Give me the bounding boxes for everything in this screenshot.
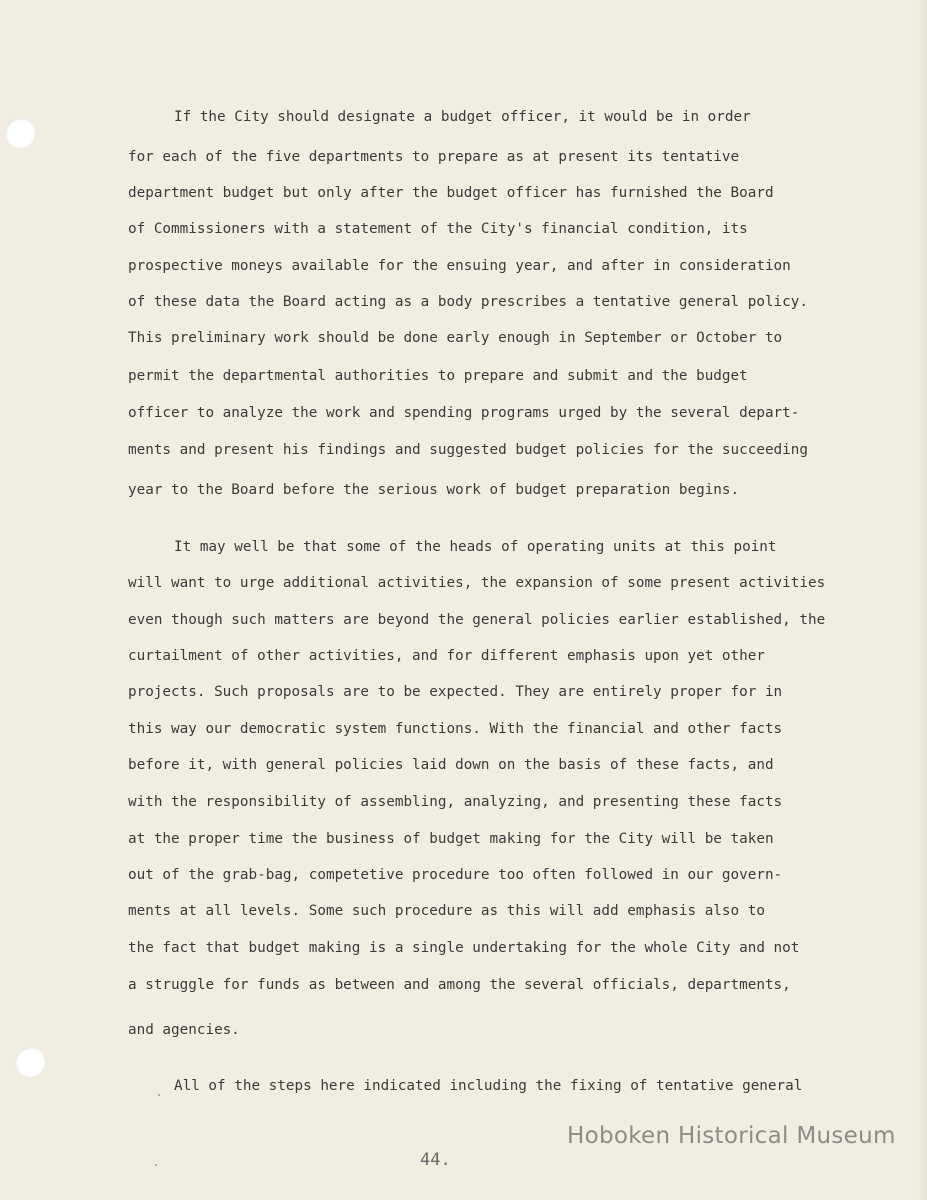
- text-line: of these data the Board acting as a body prescribes a tentative general policy.: [128, 294, 808, 310]
- text-line: the fact that budget making is a single undertaking for the whole City and not: [128, 940, 800, 956]
- text-line: at the proper time the business of budget making for the City will be taken: [128, 831, 774, 847]
- text-line: with the responsibility of assembling, analyzing, and presenting these facts: [128, 794, 783, 810]
- punch-hole-bottom: [15, 1047, 45, 1077]
- text-line: If the City should designate a budget officer, it would be in order: [174, 109, 751, 125]
- museum-watermark: Hoboken Historical Museum: [567, 1123, 896, 1149]
- paper-speck: [158, 1094, 160, 1096]
- text-line: ments at all levels. Some such procedure as this will add emphasis also to: [128, 903, 765, 919]
- text-line: year to the Board before the serious work of budget preparation begins.: [128, 482, 740, 498]
- text-line: It may well be that some of the heads of operating units at this point: [174, 539, 777, 555]
- text-line: will want to urge additional activities, the expansion of some present activities: [128, 575, 826, 591]
- text-line: even though such matters are beyond the general policies earlier established, the: [128, 612, 826, 628]
- text-line: department budget but only after the budget officer has furnished the Board: [128, 185, 774, 201]
- page-edge: [919, 0, 927, 1200]
- text-line: before it, with general policies laid down on the basis of these facts, and: [128, 757, 774, 773]
- text-line: prospective moneys available for the ensuing year, and after in consideration: [128, 258, 791, 274]
- text-line: for each of the five departments to prepare as at present its tentative: [128, 149, 740, 165]
- text-line: this way our democratic system functions. With the financial and other facts: [128, 721, 783, 737]
- text-line: and agencies.: [128, 1022, 240, 1038]
- text-line: officer to analyze the work and spending programs urged by the several depart-: [128, 405, 800, 421]
- text-line: out of the grab-bag, competetive procedure too often followed in our govern-: [128, 867, 783, 883]
- text-line: ments and present his findings and suggested budget policies for the succeeding: [128, 442, 808, 458]
- text-line: permit the departmental authorities to prepare and submit and the budget: [128, 368, 748, 384]
- text-line: All of the steps here indicated including the fixing of tentative general: [174, 1078, 803, 1094]
- text-line: This preliminary work should be done early enough in September or October to: [128, 330, 783, 346]
- text-line: of Commissioners with a statement of the City's financial condition, its: [128, 221, 748, 237]
- page-number: 44.: [420, 1150, 451, 1170]
- text-line: a struggle for funds as between and among the several officials, departments,: [128, 977, 791, 993]
- text-line: curtailment of other activities, and for different emphasis upon yet other: [128, 648, 765, 664]
- paper-speck: [155, 1164, 157, 1166]
- text-line: projects. Such proposals are to be expected. They are entirely proper for in: [128, 684, 783, 700]
- punch-hole-top: [5, 118, 35, 148]
